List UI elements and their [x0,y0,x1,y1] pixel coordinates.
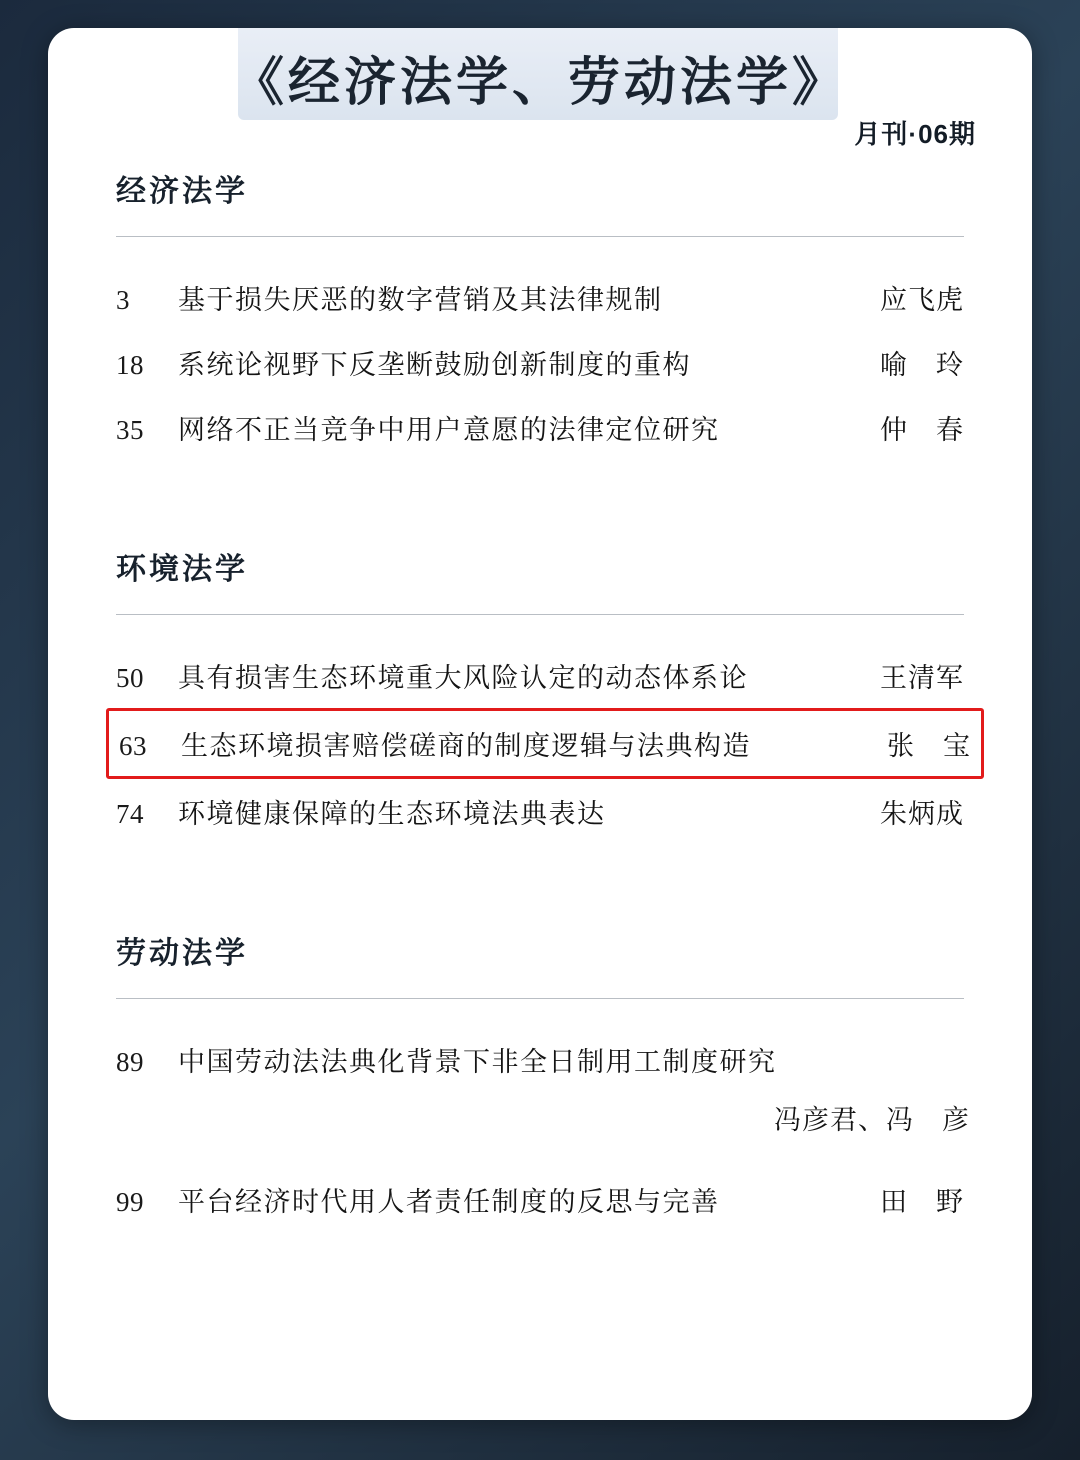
list-item[interactable] [116,395,974,460]
list-item[interactable] [116,265,974,330]
entry-author: 仲 春 [880,415,964,445]
list-item[interactable] [116,1027,974,1092]
section-header [116,544,964,602]
section-title: 劳动法学 [116,937,248,970]
section-header [116,928,964,986]
list-item[interactable] [116,643,974,708]
section-title: 环境法学 [116,553,248,586]
entry-title: 基于损失厌恶的数字营销及其法律规制 [178,285,663,315]
section-title: 经济法学 [116,175,248,208]
section-environmental-law [48,544,1032,844]
section-divider [116,614,964,615]
entry-author: 张 宝 [887,731,971,761]
entry-gap [48,1137,1032,1167]
entry-title: 平台经济时代用人者责任制度的反思与完善 [178,1187,720,1217]
journal-contents-page [48,28,1032,1420]
entry-title: 网络不正当竞争中用户意愿的法律定位研究 [178,415,720,445]
entry-page-number: 18 [116,350,144,380]
masthead [48,28,1032,166]
entry-title: 中国劳动法法典化背景下非全日制用工制度研究 [178,1047,777,1077]
section-entries [48,265,1032,460]
list-item[interactable] [116,330,974,395]
entry-author: 喻 玲 [880,350,964,380]
entry-title: 系统论视野下反垄断鼓励创新制度的重构 [178,350,691,380]
section-economic-law [48,166,1032,460]
entry-title: 环境健康保障的生态环境法典表达 [178,799,606,829]
entry-author: 田 野 [880,1187,964,1217]
entry-page-number: 89 [116,1047,144,1077]
section-labor-law [48,928,1032,1232]
entry-page-number: 99 [116,1187,144,1217]
list-item[interactable] [116,779,974,844]
section-entries [48,643,1032,844]
entry-author: 朱炳成 [880,799,964,829]
section-gap [48,844,1032,928]
entry-page-number: 74 [116,799,144,829]
entry-title: 具有损害生态环境重大风险认定的动态体系论 [178,663,748,693]
journal-title: 《经济法学、劳动法学》 [231,55,848,112]
entry-page-number: 50 [116,663,144,693]
section-entries [48,1027,1032,1232]
issue-label: 月刊·06期 [854,119,976,149]
entry-author: 应飞虎 [880,285,964,315]
entry-page-number: 63 [119,731,147,761]
section-header [116,166,964,224]
section-divider [116,998,964,999]
entry-page-number: 35 [116,415,144,445]
entry-author: 冯彦君、冯 彦 [774,1105,970,1135]
contents-list [48,166,1032,1232]
section-divider [116,236,964,237]
list-item-highlighted[interactable] [106,708,984,779]
list-item[interactable] [116,1167,974,1232]
entry-title: 生态环境损害赔偿磋商的制度逻辑与法典构造 [181,731,751,761]
entry-page-number: 3 [116,285,130,315]
section-gap [48,460,1032,544]
entry-author: 王清军 [880,663,964,693]
